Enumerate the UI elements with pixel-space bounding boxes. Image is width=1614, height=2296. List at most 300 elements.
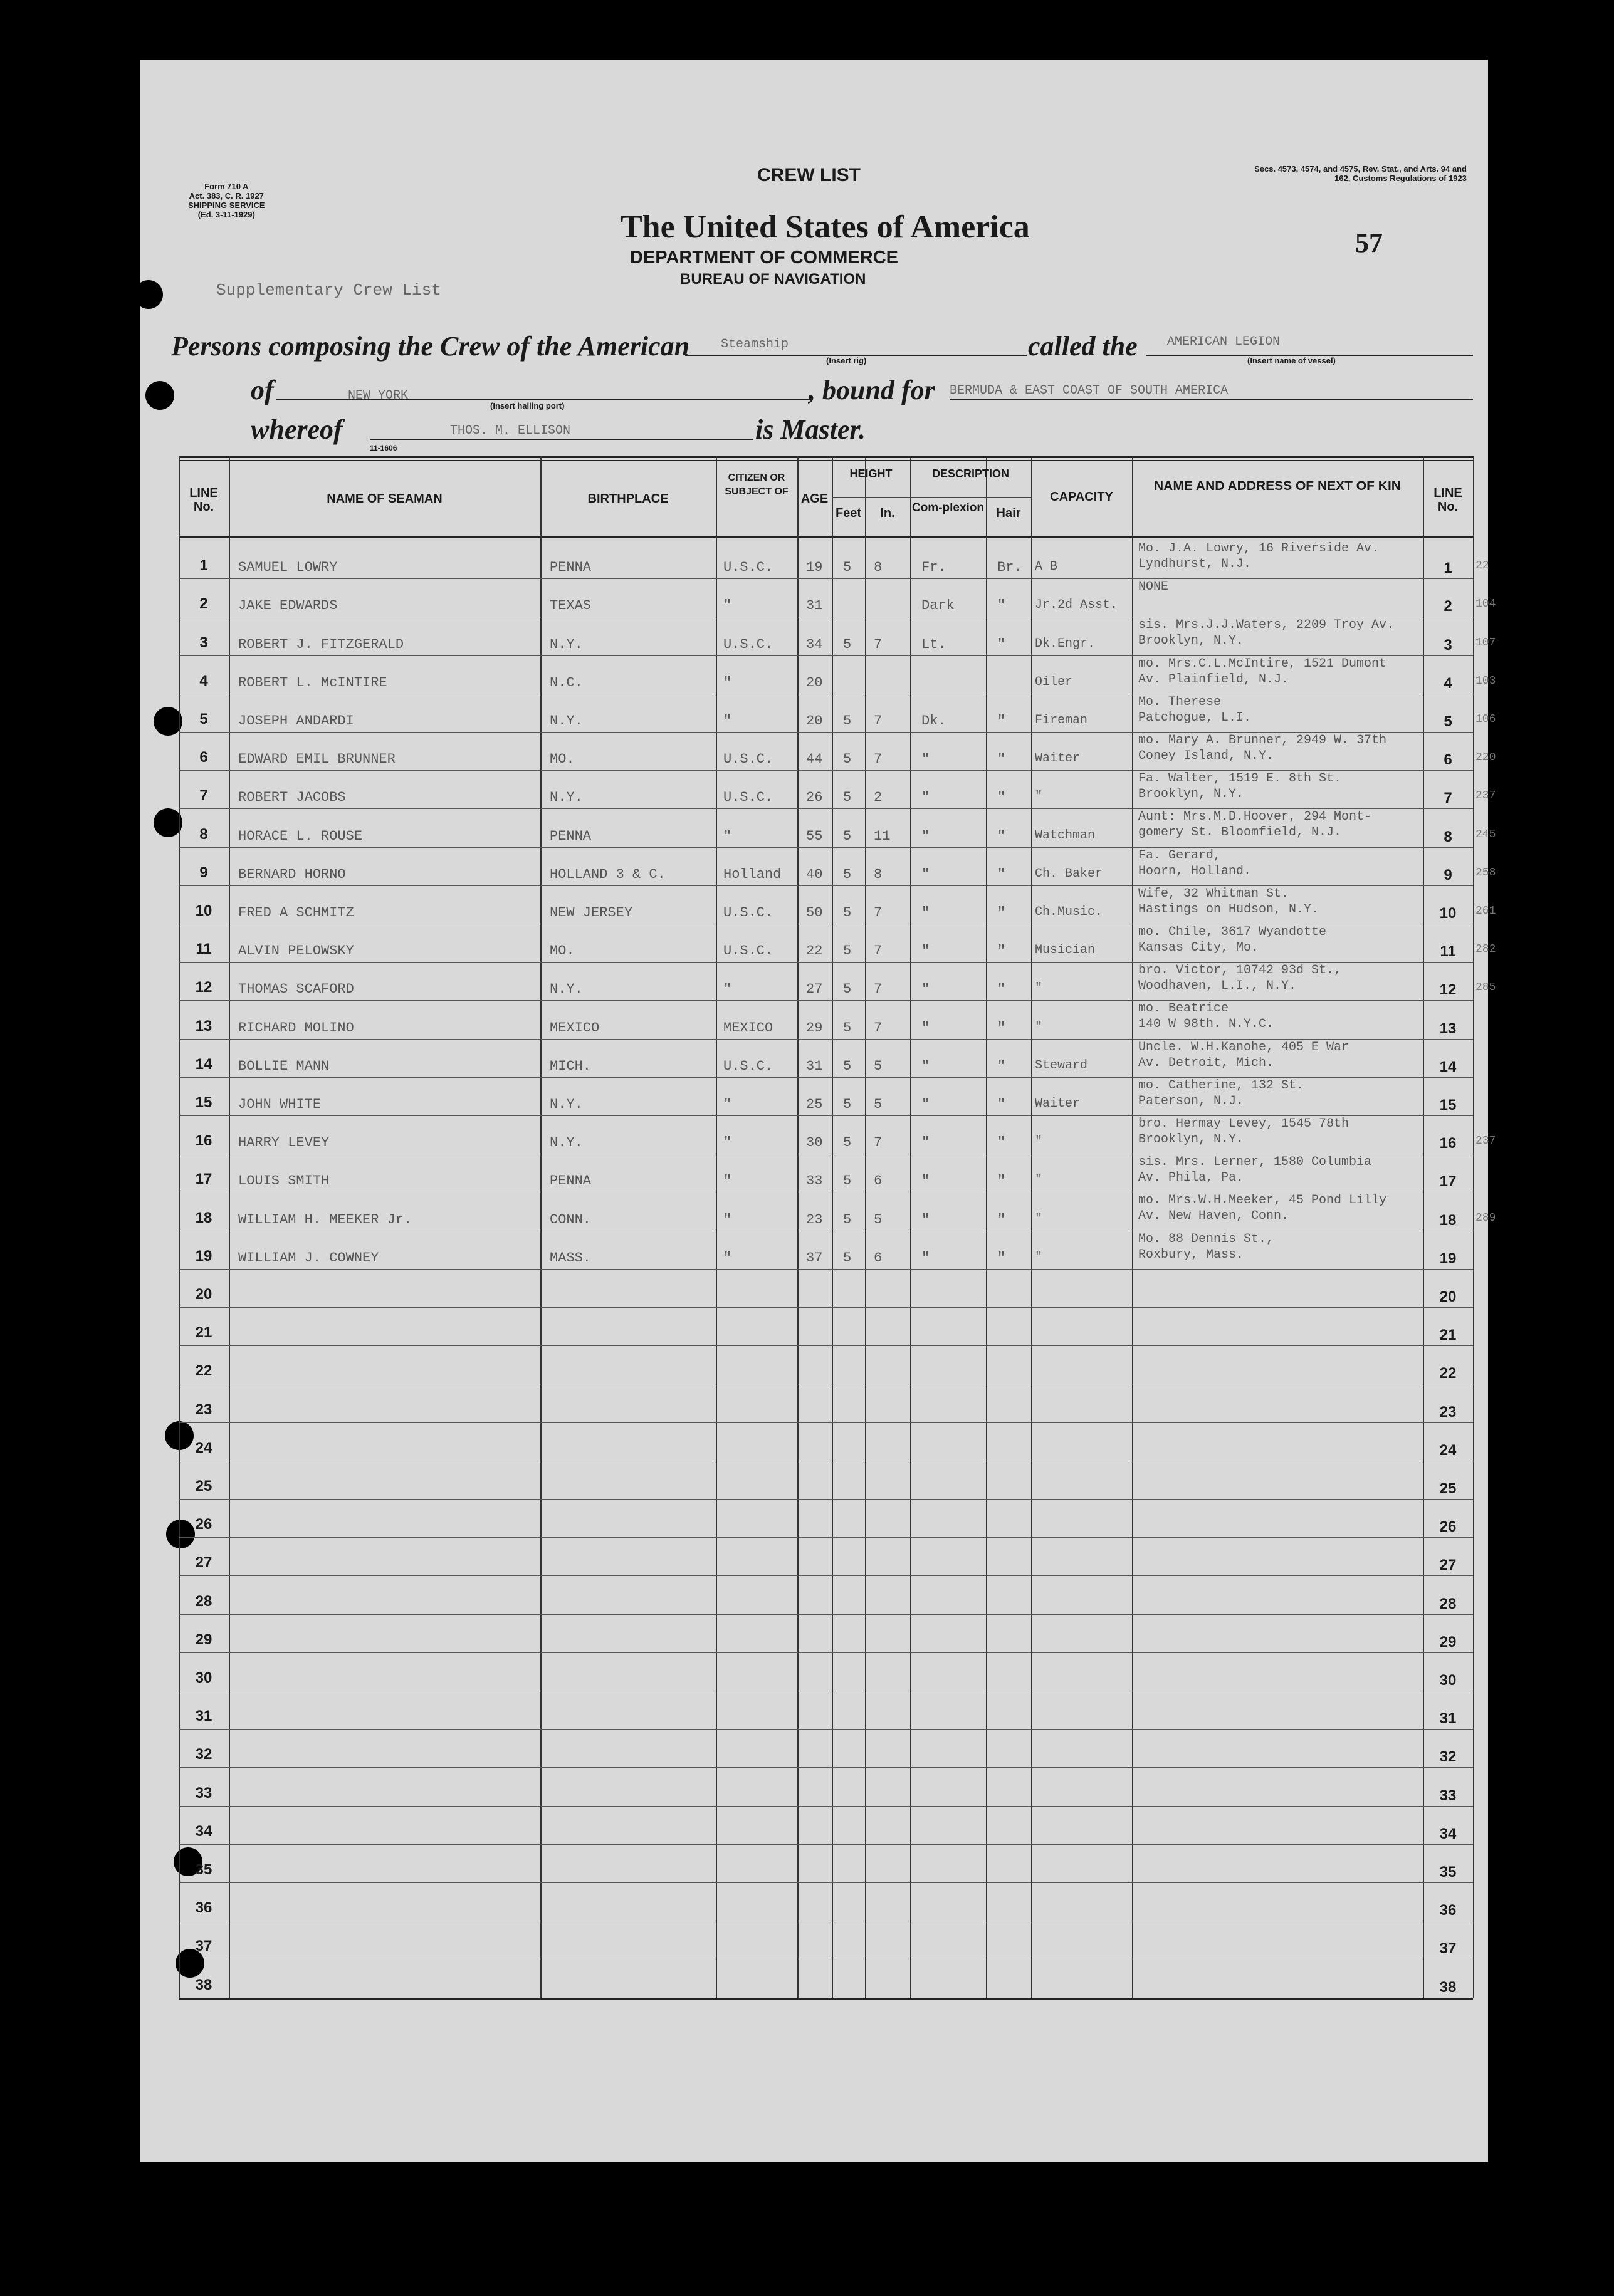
row-line-number: 31: [195, 1708, 212, 1725]
height-inches: 8: [874, 866, 883, 882]
height-inches: 5: [874, 1097, 883, 1112]
margin-number: 103: [1475, 674, 1496, 687]
complexion: Fr.: [921, 560, 946, 576]
birthplace: PENNA: [550, 560, 592, 576]
hair: ": [997, 713, 1006, 729]
row-line-number-right: 22: [1439, 1365, 1457, 1382]
birthplace: MICH.: [550, 1058, 592, 1074]
hair: ": [997, 866, 1006, 882]
row-divider: [179, 1575, 1473, 1576]
next-of-kin-line2: Patchogue, L.I.: [1138, 710, 1252, 725]
height-inches: 7: [874, 1020, 883, 1036]
next-of-kin-line2: Kansas City, Mo.: [1138, 941, 1259, 955]
row-divider: [179, 1614, 1473, 1615]
capacity: Fireman: [1035, 713, 1088, 728]
hair: ": [997, 1135, 1006, 1151]
form-number: Form 710 A Act. 383, C. R. 1927 SHIPPING SERVICE (Ed. 3-11-1929): [188, 182, 265, 219]
birthplace: MO.: [550, 943, 575, 959]
birthplace: TEXAS: [550, 598, 592, 614]
row-line-number-right: 2: [1444, 598, 1452, 615]
birthplace: PENNA: [550, 828, 592, 844]
next-of-kin-line1: Mo. 88 Dennis St.,: [1138, 1231, 1274, 1246]
height-feet: 5: [843, 905, 852, 921]
next-of-kin-line2: gomery St. Bloomfield, N.J.: [1138, 825, 1342, 840]
hair: ": [997, 1211, 1006, 1228]
birthplace: HOLLAND 3 & C.: [550, 866, 666, 882]
row-line-number: 3: [199, 634, 208, 651]
hair: ": [997, 828, 1006, 844]
row-divider: [179, 1767, 1473, 1768]
row-divider: [179, 1844, 1473, 1845]
column-divider: [229, 456, 230, 1998]
seaman-name: JOSEPH ANDARDI: [238, 713, 354, 729]
height-inches: 5: [874, 1058, 883, 1074]
row-line-number: 7: [199, 787, 208, 805]
row-divider: [179, 770, 1473, 771]
age: 23: [806, 1211, 823, 1228]
margin-number: 106: [1475, 713, 1496, 726]
seaman-name: ROBERT J. FITZGERALD: [238, 636, 404, 652]
birthplace: N.Y.: [550, 636, 583, 652]
row-line-number-right: 32: [1439, 1748, 1457, 1766]
hair: ": [997, 981, 1006, 998]
row-line-number-right: 13: [1439, 1020, 1457, 1037]
next-of-kin-line2: Brooklyn, N.Y.: [1138, 787, 1244, 802]
capacity: ": [1035, 1020, 1043, 1035]
next-of-kin-line1: Mo. Therese: [1138, 694, 1222, 709]
row-line-number-right: 6: [1444, 751, 1452, 769]
statute-reference: Secs. 4573, 4574, and 4575, Rev. Stat., and Arts. 94 and 162, Customs Regulations of 1923: [1254, 164, 1467, 183]
capacity: Steward: [1035, 1058, 1088, 1073]
height-inches: 5: [874, 1211, 883, 1228]
seaman-name: LOUIS SMITH: [238, 1173, 330, 1189]
citizenship: U.S.C.: [723, 905, 773, 921]
complexion: ": [921, 790, 930, 806]
row-line-number-right: 34: [1439, 1825, 1457, 1842]
age: 31: [806, 598, 823, 614]
capacity: ": [1035, 981, 1043, 996]
row-divider: [179, 1077, 1473, 1078]
row-line-number-right: 7: [1444, 790, 1452, 807]
row-divider: [179, 1307, 1473, 1308]
height-inches: 7: [874, 713, 883, 729]
margin-number: 285: [1475, 981, 1496, 994]
table-top-border: [179, 456, 1473, 458]
hair: ": [997, 636, 1006, 652]
seaman-name: SAMUEL LOWRY: [238, 560, 338, 576]
age: 22: [806, 943, 823, 959]
seaman-name: ROBERT JACOBS: [238, 790, 346, 806]
complexion: ": [921, 828, 930, 844]
margin-number: 237: [1475, 790, 1496, 803]
punch-hole: [134, 280, 163, 309]
row-line-number: 32: [195, 1746, 212, 1763]
margin-number: 282: [1475, 943, 1496, 956]
row-line-number-right: 9: [1444, 866, 1452, 884]
hair: Br.: [997, 560, 1022, 576]
next-of-kin-line2: Av. Plainfield, N.J.: [1138, 672, 1289, 687]
column-divider: [797, 456, 799, 1998]
master-code: 11-1606: [370, 444, 397, 452]
citizenship: U.S.C.: [723, 1058, 773, 1074]
page-number: 57: [1355, 227, 1383, 258]
birthplace: PENNA: [550, 1173, 592, 1189]
port-value: NEW YORK: [348, 389, 409, 403]
hair: ": [997, 598, 1006, 614]
row-line-number-right: 12: [1439, 981, 1457, 999]
row-line-number: 4: [199, 672, 208, 689]
vessel-hint: (Insert name of vessel): [1247, 356, 1336, 365]
row-line-number: 19: [195, 1247, 212, 1265]
citizenship: ": [723, 674, 732, 691]
birthplace: MEXICO: [550, 1020, 600, 1036]
of-label: of: [251, 375, 274, 405]
birthplace: N.C.: [550, 674, 583, 691]
age: 26: [806, 790, 823, 806]
height-inches: 7: [874, 905, 883, 921]
row-line-number: 29: [195, 1631, 212, 1648]
citizenship: U.S.C.: [723, 636, 773, 652]
complexion: ": [921, 943, 930, 959]
header-inches: In.: [880, 506, 895, 520]
row-line-number: 22: [195, 1362, 212, 1380]
citizenship: ": [723, 1250, 732, 1266]
birthplace: N.Y.: [550, 1097, 583, 1112]
age: 40: [806, 866, 823, 882]
height-feet: 5: [843, 560, 852, 576]
hair: ": [997, 1020, 1006, 1036]
column-divider: [1473, 456, 1474, 1998]
table-top-border-inner: [179, 460, 1473, 461]
form-title: CREW LIST: [757, 165, 861, 185]
age: 30: [806, 1135, 823, 1151]
row-divider: [179, 1345, 1473, 1346]
height-inches: 6: [874, 1250, 883, 1266]
row-divider: [179, 732, 1473, 733]
capacity: Dk.Engr.: [1035, 636, 1096, 651]
seaman-name: EDWARD EMIL BRUNNER: [238, 751, 396, 768]
row-line-number-right: 29: [1439, 1633, 1457, 1651]
birthplace: CONN.: [550, 1211, 592, 1228]
hair: ": [997, 1250, 1006, 1266]
margin-number: 237: [1475, 1135, 1496, 1148]
column-divider: [1423, 456, 1424, 1998]
row-line-number-right: 26: [1439, 1518, 1457, 1536]
capacity: ": [1035, 790, 1043, 805]
height-subheader-line: [832, 497, 910, 498]
next-of-kin-line2: Woodhaven, L.I., N.Y.: [1138, 979, 1297, 994]
rig-hint: (Insert rig): [826, 356, 867, 365]
row-line-number: 12: [195, 979, 212, 996]
master-line: [370, 439, 753, 440]
header-line-no-right: LINE No.: [1433, 486, 1462, 514]
whereof-label: whereof: [251, 414, 343, 445]
citizenship: U.S.C.: [723, 943, 773, 959]
next-of-kin-line2: Hoorn, Holland.: [1138, 864, 1252, 879]
next-of-kin-line1: mo. Mrs.W.H.Meeker, 45 Pond Lilly: [1138, 1193, 1387, 1208]
hair: ": [997, 1058, 1006, 1074]
next-of-kin-line1: NONE: [1138, 580, 1169, 595]
birthplace: N.Y.: [550, 713, 583, 729]
margin-number: 220: [1475, 751, 1496, 764]
seaman-name: BERNARD HORNO: [238, 866, 346, 882]
complexion: ": [921, 905, 930, 921]
age: 37: [806, 1250, 823, 1266]
hair: ": [997, 751, 1006, 768]
row-line-number: 15: [195, 1094, 212, 1111]
seaman-name: BOLLIE MANN: [238, 1058, 330, 1074]
next-of-kin-line1: sis. Mrs. Lerner, 1580 Columbia: [1138, 1155, 1372, 1170]
row-line-number-right: 24: [1439, 1441, 1457, 1459]
row-line-number-right: 31: [1439, 1710, 1457, 1728]
row-line-number: 37: [195, 1938, 212, 1955]
citizenship: ": [723, 981, 732, 998]
complexion: ": [921, 1250, 930, 1266]
bureau-name: BUREAU OF NAVIGATION: [680, 271, 866, 288]
height-feet: 5: [843, 1097, 852, 1112]
age: 19: [806, 560, 823, 576]
complexion: ": [921, 1097, 930, 1112]
citizenship: ": [723, 1135, 732, 1151]
row-line-number-right: 27: [1439, 1557, 1457, 1574]
row-line-number: 11: [196, 941, 212, 958]
seaman-name: JOHN WHITE: [238, 1097, 322, 1112]
row-divider: [179, 808, 1473, 809]
next-of-kin-line1: mo. Mary A. Brunner, 2949 W. 37th: [1138, 733, 1387, 748]
citizenship: Holland: [723, 866, 782, 882]
capacity: Jr.2d Asst.: [1035, 598, 1118, 613]
height-feet: 5: [843, 790, 852, 806]
next-of-kin-line2: Lyndhurst, N.J.: [1138, 557, 1252, 571]
row-line-number-right: 33: [1439, 1787, 1457, 1804]
birthplace: MO.: [550, 751, 575, 768]
table-bottom-border: [179, 1998, 1473, 2000]
next-of-kin-line2: Roxbury, Mass.: [1138, 1247, 1244, 1262]
citizenship: U.S.C.: [723, 560, 773, 576]
row-line-number: 9: [199, 864, 208, 881]
row-divider: [179, 1039, 1473, 1040]
row-line-number: 13: [195, 1017, 212, 1035]
header-feet: Feet: [835, 506, 862, 520]
height-feet: 5: [843, 1250, 852, 1266]
height-feet: 5: [843, 1173, 852, 1189]
row-line-number: 23: [195, 1401, 212, 1418]
hair: ": [997, 790, 1006, 806]
row-line-number-right: 30: [1439, 1672, 1457, 1689]
margin-number: 104: [1475, 598, 1496, 611]
seaman-name: WILLIAM J. COWNEY: [238, 1250, 379, 1266]
row-line-number: 18: [195, 1209, 212, 1226]
seaman-name: THOMAS SCAFORD: [238, 981, 354, 998]
next-of-kin-line2: Av. Phila, Pa.: [1138, 1171, 1244, 1186]
height-feet: 5: [843, 1020, 852, 1036]
row-line-number: 28: [195, 1592, 212, 1610]
capacity: Ch. Baker: [1035, 866, 1103, 881]
age: 55: [806, 828, 823, 844]
complexion: ": [921, 1135, 930, 1151]
next-of-kin-line1: Fa. Walter, 1519 E. 8th St.: [1138, 771, 1342, 786]
description-subheader-line: [910, 497, 1031, 498]
row-line-number-right: 38: [1439, 1978, 1457, 1996]
birthplace: N.Y.: [550, 981, 583, 998]
row-line-number: 34: [195, 1822, 212, 1840]
seaman-name: HORACE L. ROUSE: [238, 828, 363, 844]
row-line-number-right: 1: [1444, 560, 1452, 577]
row-divider: [179, 655, 1473, 656]
column-divider: [1132, 456, 1133, 1998]
height-feet: 5: [843, 713, 852, 729]
row-line-number: 26: [195, 1516, 212, 1533]
country-title: The United States of America: [621, 209, 1030, 245]
destination-value: BERMUDA & EAST COAST OF SOUTH AMERICA: [950, 384, 1229, 398]
next-of-kin-line1: mo. Mrs.C.L.McIntire, 1521 Dumont: [1138, 656, 1387, 671]
margin-number: 289: [1475, 1211, 1496, 1224]
capacity: ": [1035, 1173, 1043, 1188]
age: 31: [806, 1058, 823, 1074]
height-inches: 7: [874, 751, 883, 768]
row-line-number-right: 36: [1439, 1902, 1457, 1919]
age: 25: [806, 1097, 823, 1112]
margin-number: 258: [1475, 866, 1496, 879]
age: 33: [806, 1173, 823, 1189]
column-divider: [716, 456, 717, 1998]
column-divider: [910, 456, 911, 1998]
citizenship: ": [723, 713, 732, 729]
header-line-no: LINE No.: [189, 486, 218, 514]
capacity: Oiler: [1035, 674, 1073, 689]
header-birthplace: BIRTHPLACE: [587, 492, 669, 506]
height-feet: 5: [843, 866, 852, 882]
margin-number: 261: [1475, 905, 1496, 917]
punch-hole: [145, 381, 174, 410]
complexion: ": [921, 1058, 930, 1074]
row-divider: [179, 1729, 1473, 1730]
row-line-number-right: 4: [1444, 674, 1452, 692]
next-of-kin-line1: mo. Beatrice: [1138, 1001, 1229, 1016]
margin-number: 245: [1475, 828, 1496, 841]
height-feet: 5: [843, 828, 852, 844]
age: 20: [806, 674, 823, 691]
next-of-kin-line2: Av. Detroit, Mich.: [1138, 1055, 1274, 1070]
column-divider: [179, 456, 180, 1998]
age: 27: [806, 981, 823, 998]
row-line-number-right: 37: [1439, 1940, 1457, 1958]
citizenship: ": [723, 1211, 732, 1228]
hair: ": [997, 1173, 1006, 1189]
header-capacity: CAPACITY: [1050, 490, 1113, 504]
row-line-number: 6: [199, 749, 208, 766]
birthplace: MASS.: [550, 1250, 592, 1266]
row-line-number-right: 23: [1439, 1403, 1457, 1421]
row-line-number-right: 25: [1439, 1480, 1457, 1497]
capacity: ": [1035, 1211, 1043, 1226]
complexion: ": [921, 866, 930, 882]
complexion: ": [921, 1173, 930, 1189]
header-description: DESCRIPTION: [931, 467, 1009, 480]
row-line-number-right: 11: [1440, 943, 1456, 961]
next-of-kin-line1: Wife, 32 Whitman St.: [1138, 886, 1289, 901]
column-divider: [986, 456, 987, 1998]
supplementary-note: Supplementary Crew List: [216, 281, 441, 300]
next-of-kin-line1: Fa. Gerard,: [1138, 848, 1222, 863]
height-inches: 7: [874, 943, 883, 959]
header-citizen: CITIZEN OR SUBJECT OF: [725, 472, 789, 497]
rig-value: Steamship: [721, 337, 789, 352]
next-of-kin-line1: Uncle. W.H.Kanohe, 405 E War: [1138, 1040, 1349, 1055]
height-inches: 7: [874, 1135, 883, 1151]
complexion: Lt.: [921, 636, 946, 652]
capacity: Watchman: [1035, 828, 1096, 843]
destination-line: [950, 399, 1473, 400]
seaman-name: FRED A SCHMITZ: [238, 905, 354, 921]
complexion: ": [921, 751, 930, 768]
seaman-name: ALVIN PELOWSKY: [238, 943, 354, 959]
age: 44: [806, 751, 823, 768]
crew-line-label: Persons composing the Crew of the American: [171, 331, 690, 362]
row-line-number: 38: [195, 1976, 212, 1993]
next-of-kin-line2: Av. New Haven, Conn.: [1138, 1209, 1289, 1224]
height-inches: 8: [874, 560, 883, 576]
row-line-number: 21: [195, 1324, 212, 1342]
row-divider: [179, 1806, 1473, 1807]
margin-number: 22: [1475, 560, 1489, 573]
row-line-number: 1: [199, 557, 208, 575]
seaman-name: JAKE EDWARDS: [238, 598, 338, 614]
age: 34: [806, 636, 823, 652]
row-line-number-right: 3: [1444, 636, 1452, 654]
row-line-number: 2: [199, 595, 208, 613]
next-of-kin-line2: Coney Island, N.Y.: [1138, 749, 1274, 763]
seaman-name: HARRY LEVEY: [238, 1135, 330, 1151]
capacity: A B: [1035, 560, 1058, 575]
row-line-number-right: 8: [1444, 828, 1452, 845]
height-feet: 5: [843, 943, 852, 959]
row-line-number-right: 5: [1444, 713, 1452, 730]
port-hint: (Insert hailing port): [490, 401, 565, 410]
height-feet: 5: [843, 751, 852, 768]
citizenship: ": [723, 598, 732, 614]
row-line-number-right: 18: [1439, 1211, 1457, 1229]
row-line-number: 20: [195, 1286, 212, 1303]
next-of-kin-line2: Brooklyn, N.Y.: [1138, 1132, 1244, 1147]
header-next-of-kin: NAME AND ADDRESS OF NEXT OF KIN: [1154, 479, 1401, 493]
height-feet: 5: [843, 981, 852, 998]
row-divider: [179, 1882, 1473, 1883]
row-line-number-right: 21: [1439, 1327, 1457, 1344]
age: 50: [806, 905, 823, 921]
complexion: ": [921, 1020, 930, 1036]
birthplace: N.Y.: [550, 790, 583, 806]
hair: ": [997, 1097, 1006, 1112]
row-divider: [179, 1499, 1473, 1500]
row-line-number-right: 19: [1439, 1250, 1457, 1267]
row-line-number-right: 20: [1439, 1288, 1457, 1305]
row-divider: [179, 1422, 1473, 1423]
height-feet: 5: [843, 1058, 852, 1074]
row-divider: [179, 885, 1473, 886]
capacity: ": [1035, 1250, 1043, 1265]
next-of-kin-line1: Aunt: Mrs.M.D.Hoover, 294 Mont-: [1138, 810, 1372, 825]
margin-number: 107: [1475, 636, 1496, 649]
citizenship: U.S.C.: [723, 790, 773, 806]
row-line-number-right: 15: [1439, 1097, 1457, 1114]
row-line-number: 16: [195, 1132, 212, 1150]
complexion: ": [921, 1211, 930, 1228]
row-divider: [179, 1652, 1473, 1653]
citizenship: ": [723, 1097, 732, 1112]
height-inches: 7: [874, 981, 883, 998]
next-of-kin-line1: bro. Victor, 10742 93d St.,: [1138, 963, 1342, 978]
